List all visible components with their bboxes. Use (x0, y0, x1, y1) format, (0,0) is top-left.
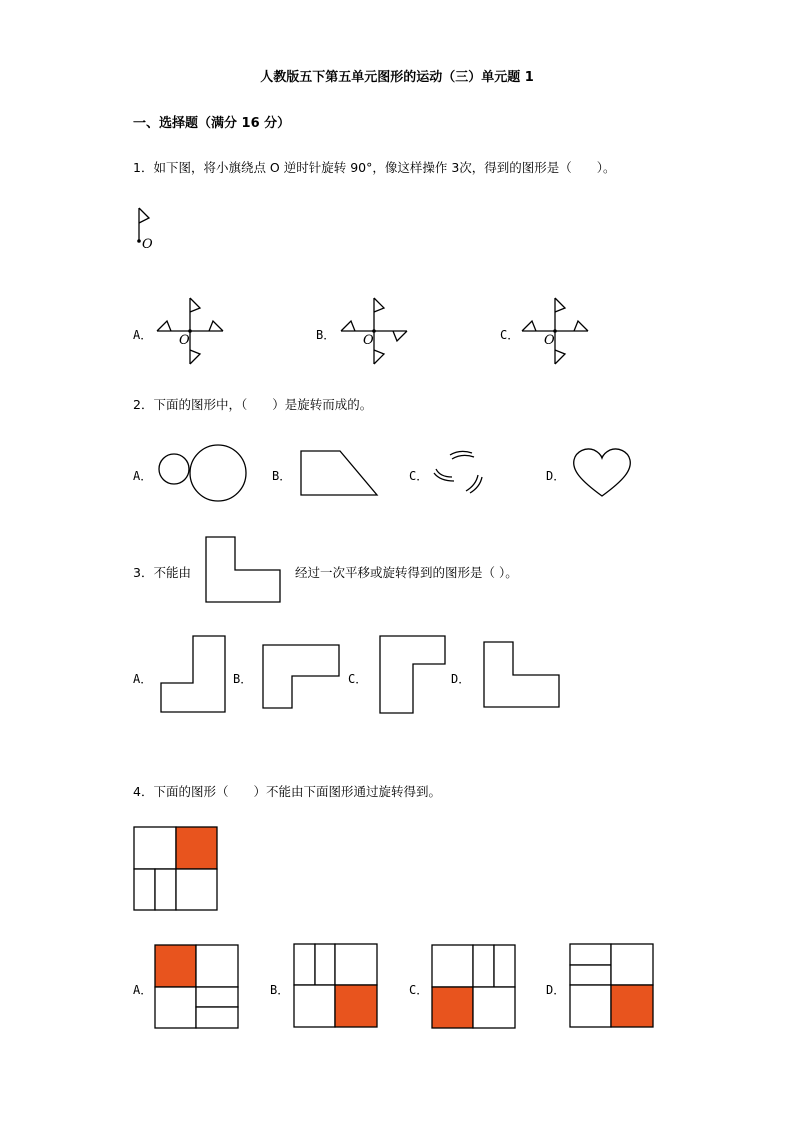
q2-option-d-label[interactable]: D． (546, 469, 566, 483)
q4-option-c-figure[interactable] (431, 944, 517, 1030)
q1-option-b-label[interactable]: B． (316, 328, 336, 342)
q2-option-a-label[interactable]: A． (133, 469, 153, 483)
q3-option-c-figure[interactable] (379, 635, 449, 717)
q2-option-d-figure[interactable] (570, 446, 634, 500)
q2-option-b-figure[interactable] (298, 448, 383, 500)
q3-option-d-label[interactable]: D． (451, 672, 471, 686)
q4-option-d-figure[interactable] (569, 943, 655, 1029)
q4-option-c-label[interactable]: C． (409, 983, 429, 997)
q4-option-d-label[interactable]: D． (546, 983, 566, 997)
q3-option-b-figure[interactable] (262, 644, 342, 710)
q3-option-b-label[interactable]: B． (233, 672, 253, 686)
q4-reference-grid (133, 826, 219, 912)
question-3-text-before: 3．不能由 (133, 565, 191, 580)
question-4-text: 4．下面的图形（ ）不能由下面图形通过旋转得到。 (133, 784, 441, 799)
q2-option-c-figure[interactable] (430, 447, 490, 497)
q1-option-c-label[interactable]: C． (500, 328, 520, 342)
q4-option-a-figure[interactable] (154, 944, 240, 1030)
q2-option-a-figure[interactable] (156, 441, 251, 506)
q2-option-b-label[interactable]: B． (272, 469, 292, 483)
q1-b-point-label: O (363, 333, 374, 348)
question-2-text: 2．下面的图形中，（ ）是旋转而成的。 (133, 397, 373, 412)
q4-option-b-figure[interactable] (293, 943, 379, 1029)
q3-option-a-label[interactable]: A． (133, 672, 153, 686)
q4-option-a-label[interactable]: A． (133, 983, 153, 997)
q1-c-point-label: O (544, 333, 555, 348)
q4-option-b-label[interactable]: B． (270, 983, 290, 997)
page-title: 人教版五下第五单元图形的运动（三）单元题 1 (260, 70, 534, 85)
q1-flag-figure (130, 203, 160, 253)
q1-option-b-figure[interactable] (339, 296, 409, 366)
question-1-text: 1．如下图，将小旗绕点 O 逆时针旋转 90°，像这样操作 3次，得到的图形是（ ）。 (133, 160, 616, 175)
q3-reference-shape (205, 536, 285, 604)
q3-option-a-figure[interactable] (160, 635, 228, 715)
q1-option-c-figure[interactable] (520, 296, 590, 366)
q3-option-d-figure[interactable] (483, 641, 563, 709)
q1-point-label: O (142, 237, 153, 252)
q1-option-a-label[interactable]: A． (133, 328, 153, 342)
q3-option-c-label[interactable]: C． (348, 672, 368, 686)
q2-option-c-label[interactable]: C． (409, 469, 429, 483)
question-3-text-after: 经过一次平移或旋转得到的图形是（ ）。 (295, 565, 518, 580)
q1-option-a-figure[interactable] (155, 296, 225, 366)
section-heading: 一、选择题（满分 16 分） (133, 116, 291, 131)
q1-a-point-label: O (179, 333, 190, 348)
